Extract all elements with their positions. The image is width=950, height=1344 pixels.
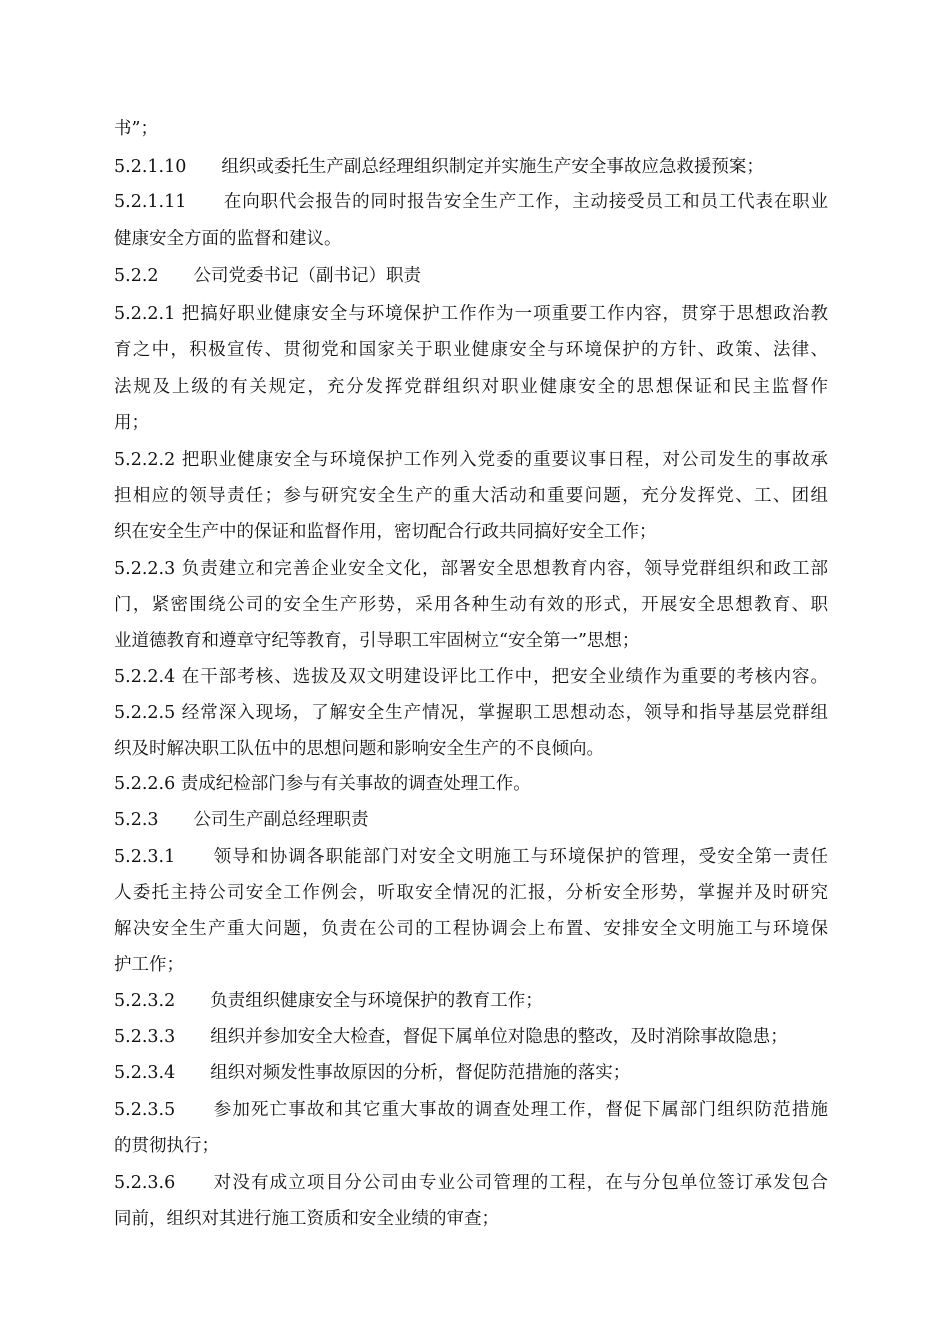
text-line: 的贯彻执行； bbox=[114, 1136, 219, 1156]
text-line: 5.2.2.4 在干部考核、选拔及双文明建设评比工作中，把安全业绩作为重要的考核内容。 bbox=[114, 667, 828, 687]
text-line: 解决安全生产重大问题，负责在公司的工程协调会上布置、安排安全文明施工与环境保 bbox=[114, 919, 828, 939]
text-line: 5.2.3.4 组织对频发性事故原因的分析，督促防范措施的落实； bbox=[114, 1063, 631, 1083]
text-line: 担相应的领导责任；参与研究安全生产的重大活动和重要问题，充分发挥党、工、团组 bbox=[114, 486, 828, 506]
section-heading: 5.2.2 公司党委书记（副书记）职责 bbox=[114, 266, 422, 286]
text-line: 育之中，积极宣传、贯彻党和国家关于职业健康安全与环境保护的方针、政策、法律、 bbox=[114, 340, 828, 360]
text-line: 5.2.3.5 参加死亡事故和其它重大事故的调查处理工作，督促下属部门组织防范措施 bbox=[114, 1100, 828, 1120]
text-line: 法规及上级的有关规定，充分发挥党群组织对职业健康安全的思想保证和民主监督作 bbox=[114, 377, 828, 397]
text-line: 同前，组织对其进行施工资质和安全业绩的审查； bbox=[114, 1209, 499, 1229]
text-line: 5.2.2.5 经常深入现场，了解安全生产情况，掌握职工思想动态，领导和指导基层党群组 bbox=[114, 703, 828, 723]
text-line: 人委托主持公司安全工作例会，听取安全情况的汇报，分析安全形势，掌握并及时研究 bbox=[114, 883, 828, 903]
text-line: 5.2.3.1 领导和协调各职能部门对安全文明施工与环境保护的管理，受安全第一责任 bbox=[114, 847, 828, 867]
text-line: 5.2.2.3 负责建立和完善企业安全文化，部署安全思想教育内容，领导党群组织和政工部 bbox=[114, 559, 828, 579]
text-line: 用； bbox=[114, 413, 149, 433]
text-line: 5.2.1.10 组织或委托生产副总经理组织制定并实施生产安全事故应急救援预案； bbox=[114, 157, 764, 177]
text-line: 5.2.1.11 在向职代会报告的同时报告安全生产工作，主动接受员工和员工代表在职业 bbox=[114, 192, 828, 212]
text-line: 5.2.2.6 责成纪检部门参与有关事故的调查处理工作。 bbox=[114, 774, 531, 794]
text-line: 5.2.2.1 把搞好职业健康安全与环境保护工作作为一项重要工作内容，贯穿于思想政治教 bbox=[114, 304, 828, 324]
text-line: 业道德教育和遵章守纪等教育，引导职工牢固树立“安全第一”思想； bbox=[114, 631, 640, 651]
text-line: 5.2.3.2 负责组织健康安全与环境保护的教育工作； bbox=[114, 991, 543, 1011]
text-line: 健康安全方面的监督和建议。 bbox=[114, 229, 342, 249]
text-line: 书”； bbox=[114, 119, 158, 139]
text-line: 护工作； bbox=[114, 955, 184, 975]
section-heading: 5.2.3 公司生产副总经理职责 bbox=[114, 810, 369, 830]
text-line: 5.2.3.3 组织并参加安全大检查，督促下属单位对隐患的整改，及时消除事故隐患； bbox=[114, 1027, 788, 1047]
text-line: 织在安全生产中的保证和监督作用，密切配合行政共同搞好安全工作； bbox=[114, 522, 657, 542]
text-line: 门，紧密围绕公司的安全生产形势，采用各种生动有效的形式，开展安全思想教育、职 bbox=[114, 595, 828, 615]
text-line: 5.2.2.2 把职业健康安全与环境保护工作列入党委的重要议事日程，对公司发生的事故承 bbox=[114, 450, 828, 470]
text-line: 织及时解决职工队伍中的思想问题和影响安全生产的不良倾向。 bbox=[114, 739, 604, 759]
text-line: 5.2.3.6 对没有成立项目分公司由专业公司管理的工程，在与分包单位签订承发包合 bbox=[114, 1173, 828, 1193]
